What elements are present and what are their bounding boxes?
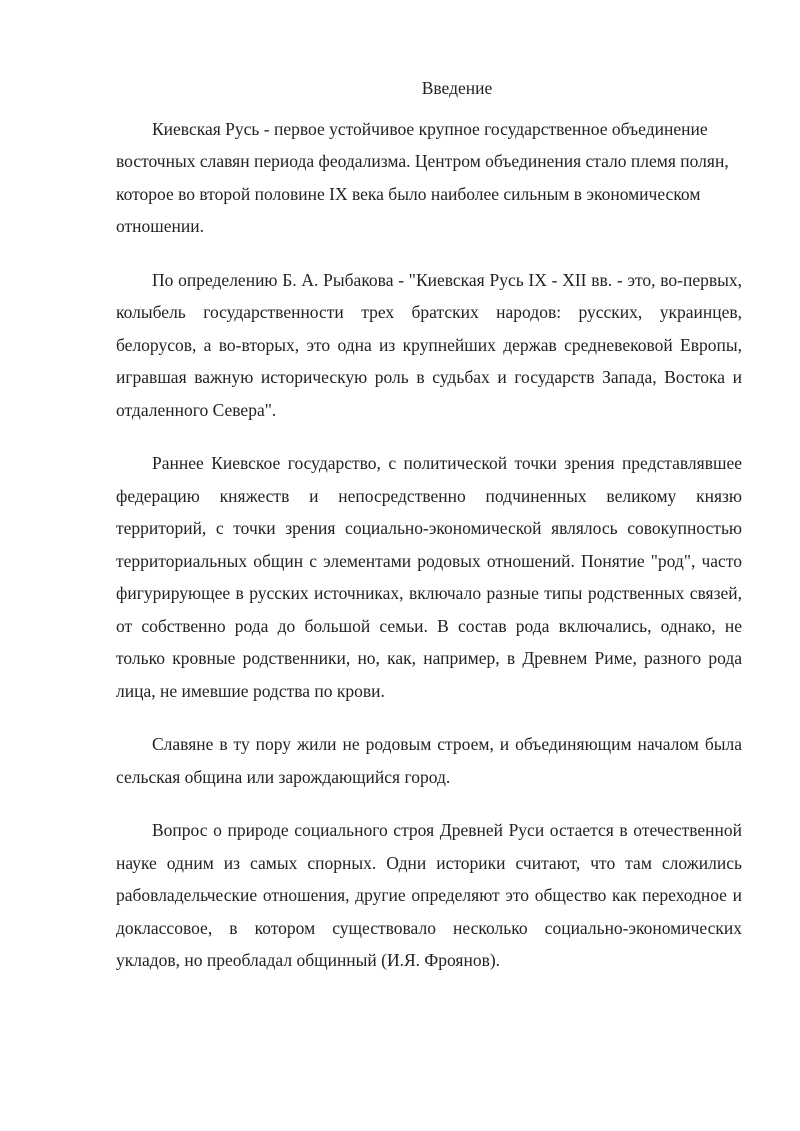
paragraph-3: Раннее Киевское государство, с политической точки зрения представлявшее федерацию княжеств и непосредственно подчиненных великому князю территорий, с точки зрения социально-экономической являлось совокупностью территориальных общин с элементами родовых отношений. Понятие "род", часто фигурирующее в русских источниках, включало разные типы родственных связей, от собственно рода до большой семьи. В состав рода включались, однако, не только кровные родственники, но, как, например, в Древнем Риме, разного рода лица, не имевшие родства по крови.	[116, 453, 742, 701]
paragraph-5: Вопрос о природе социального строя Древней Руси остается в отечественной науке одним из самых спорных. Одни историки считают, что там сложились рабовладельческие отношения, другие определяют это общество как переходное и доклассовое, в котором существовало несколько социально-экономических укладов, но преобладал общинный (И.Я. Фроянов).	[116, 820, 742, 970]
page-title: Введение	[421, 78, 493, 98]
paragraph-1: Киевская Русь - первое устойчивое крупное государственное объединение восточных славян периода феодализма. Центром объединения стало племя полян, которое во второй половине IX века было наиболее сильным в экономическом отношении.	[116, 118, 729, 236]
paragraph-2: По определению Б. А. Рыбакова - "Киевская Русь IX - XII вв. - это, во-первых, колыбель государственности трех братских народов: русских, украинцев, белорусов, а во-вторых, это одна из крупнейших держав средневековой Европы, игравшая важную историческую роль в судьбах и государств Запада, Востока и отдаленного Севера".	[116, 269, 742, 420]
document-page	[116, 72, 742, 998]
paragraph-4: Славяне в ту пору жили не родовым строем, и объединяющим началом была сельская община или зарождающийся город.	[116, 734, 742, 787]
